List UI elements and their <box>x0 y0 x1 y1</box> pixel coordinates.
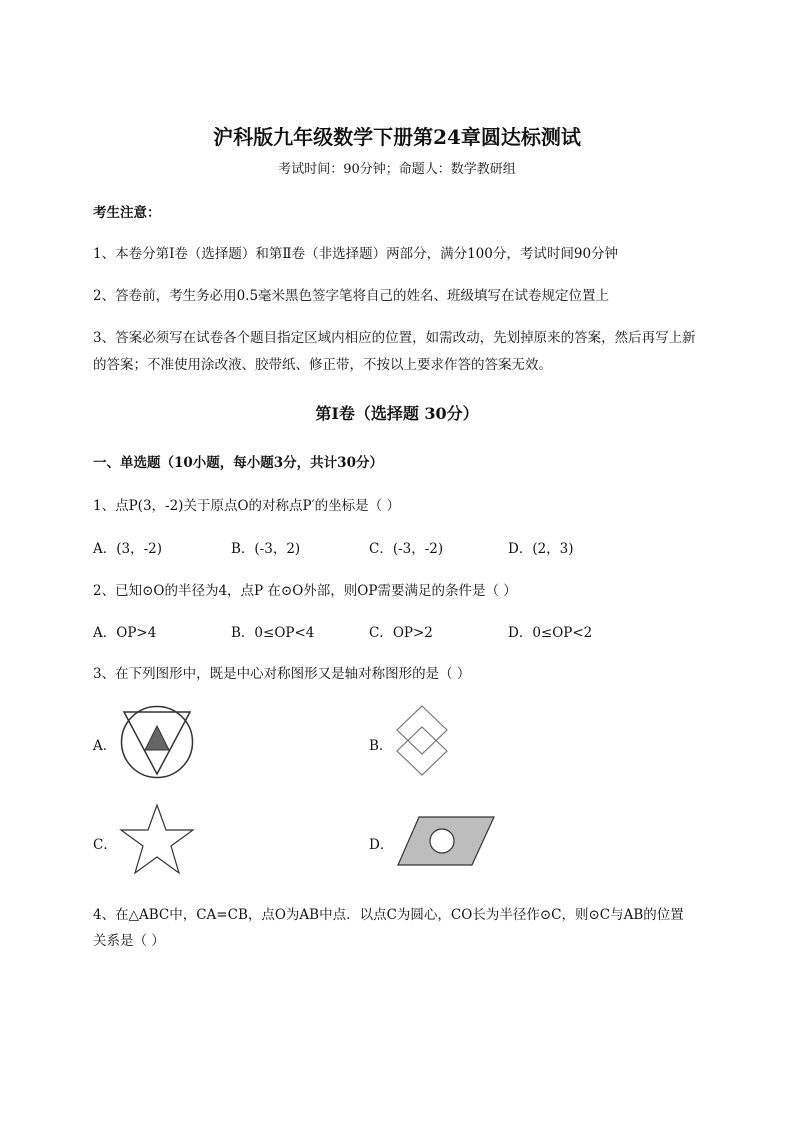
notice-item-3: 3、答案必须写在试卷各个题目指定区域内相应的位置，如需改动，先划掉原来的答案，然后再写上新 <box>93 330 696 346</box>
question-4-stem: 4、在△ABC中，CA=CB，点O为AB中点．以点C为圆心，CO长为半径作⊙C，则⊙C与AB的位置 <box>93 907 684 923</box>
question-1-option-c[interactable]: C．(-3，-2) <box>369 541 444 557</box>
circle-triangle-figure <box>120 705 194 779</box>
question-3-option-a[interactable]: A． <box>93 738 117 754</box>
question-2-option-a[interactable]: A．OP>4 <box>93 625 157 641</box>
overlapping-diamonds-figure <box>395 705 449 777</box>
question-1-stem: 1、点P(3，-2)关于原点O的对称点P′的坐标是（ ） <box>93 498 400 514</box>
notice-item-2: 2、答卷前，考生务必用0.5毫米黑色签字笔将自己的姓名、班级填写在试卷规定位置上 <box>93 288 610 304</box>
question-2-stem: 2、已知⊙O的半径为4，点P 在⊙O外部，则OP需要满足的条件是（ ） <box>93 583 517 599</box>
question-2-option-c[interactable]: C．OP>2 <box>369 625 433 641</box>
question-1-option-b[interactable]: B．(-3，2) <box>231 541 301 557</box>
exam-info: 考试时间：90分钟；命题人：数学教研组 <box>278 162 516 177</box>
notice-item-1: 1、本卷分第I卷（选择题）和第Ⅱ卷（非选择题）两部分，满分100分，考试时间90分钟 <box>93 246 619 262</box>
question-3-option-c[interactable]: C． <box>93 837 117 853</box>
question-3-stem: 3、在下列图形中，既是中心对称图形又是轴对称图形的是（ ） <box>93 666 471 682</box>
question-2-option-d[interactable]: D．0≤OP<2 <box>508 625 593 641</box>
question-3-option-d[interactable]: D． <box>369 837 394 853</box>
part-heading: 一、单选题（10小题，每小题3分，共计30分） <box>93 455 383 471</box>
section-title: 第I卷（选择题 30分） <box>315 404 479 423</box>
question-2-option-b[interactable]: B．0≤OP<4 <box>231 625 315 641</box>
notice-heading: 考生注意： <box>93 205 161 221</box>
question-1-option-a[interactable]: A．(3，-2) <box>93 541 163 557</box>
star-figure <box>119 804 195 874</box>
question-4-stem-cont: 关系是（ ） <box>93 933 165 949</box>
page-title: 沪科版九年级数学下册第24章圆达标测试 <box>213 125 581 149</box>
parallelogram-figure <box>397 816 495 866</box>
question-3-option-b[interactable]: B． <box>369 738 393 754</box>
question-1-option-d[interactable]: D．(2，3) <box>508 541 574 557</box>
notice-item-3-cont: 的答案；不准使用涂改液、胶带纸、修正带，不按以上要求作答的答案无效。 <box>93 357 552 373</box>
